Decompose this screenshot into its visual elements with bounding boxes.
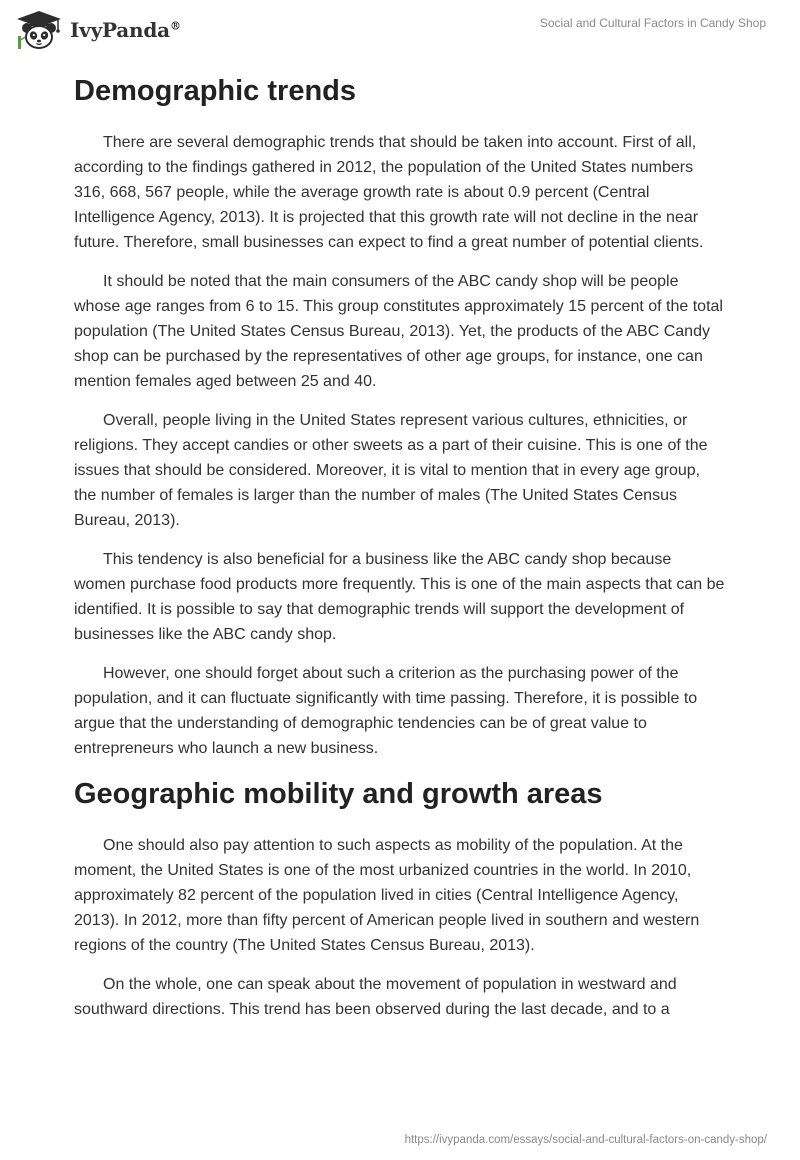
paragraph: On the whole, one can speak about the movement of population in westward and southward directions. This trend has been observed during the last decade, and to a — [74, 976, 677, 1018]
paragraph: This tendency is also beneficial for a business like the ABC candy shop because women purchase food products more frequently. This is one of the main aspects that can be identified. It is possible to say that demographic trends will support the development of businesses like the ABC candy shop. — [74, 551, 725, 643]
panda-graduate-icon — [14, 10, 64, 50]
page-header — [0, 0, 800, 60]
section-heading-demographic-trends: Demographic trends — [74, 75, 356, 107]
paragraph: Overall, people living in the United States represent various cultures, ethnicities, or religions. They accept candies or other sweets as a part of their cuisine. This is one of the issues that should be considered. Moreover, it is vital to mention that in every age group, the number of females is larger than the number of males (The United States Census Bureau, 2013). — [74, 412, 708, 529]
source-url[interactable]: https://ivypanda.com/essays/social-and-cultural-factors-on-candy-shop/ — [404, 1134, 767, 1146]
paragraph: It should be noted that the main consumers of the ABC candy shop will be people whose age ranges from 6 to 15. This group constitutes approximately 15 percent of the total population (The United States Census Bureau, 2013). Yet, the products of the ABC Candy shop can be purchased by the representatives of other age groups, for instance, one can mention females aged between 25 and 40. — [74, 273, 723, 390]
paragraph: There are several demographic trends that should be taken into account. First of all, according to the findings gathered in 2012, the population of the United States numbers 316, 668, 567 people, while the average growth rate is about 0.9 percent (Central Intelligence Agency, 2013). It is projected that this growth rate will not decline in the near future. Therefore, small businesses can expect to find a great number of potential clients. — [74, 134, 704, 251]
logo-wordmark: IvyPanda® — [70, 18, 181, 42]
section-heading-geographic-mobility: Geographic mobility and growth areas — [74, 778, 603, 810]
essay-body — [74, 72, 726, 1036]
paragraph: One should also pay attention to such aspects as mobility of the population. At the moment, the United States is one of the most urbanized countries in the world. In 2010, approximately 82 percent of the population lived in cities (Central Intelligence Agency, 2013). In 2012, more than fifty percent of American people lived in southern and western regions of the country (The United States Census Bureau, 2013). — [74, 837, 700, 954]
document-title: Social and Cultural Factors in Candy Shop — [539, 16, 766, 30]
ivypanda-logo[interactable] — [14, 10, 181, 50]
paragraph: However, one should forget about such a criterion as the purchasing power of the population, and it can fluctuate significantly with time passing. Therefore, it is possible to argue that the understanding of demographic tendencies can be of great value to entrepreneurs who launch a new business. — [74, 665, 698, 757]
